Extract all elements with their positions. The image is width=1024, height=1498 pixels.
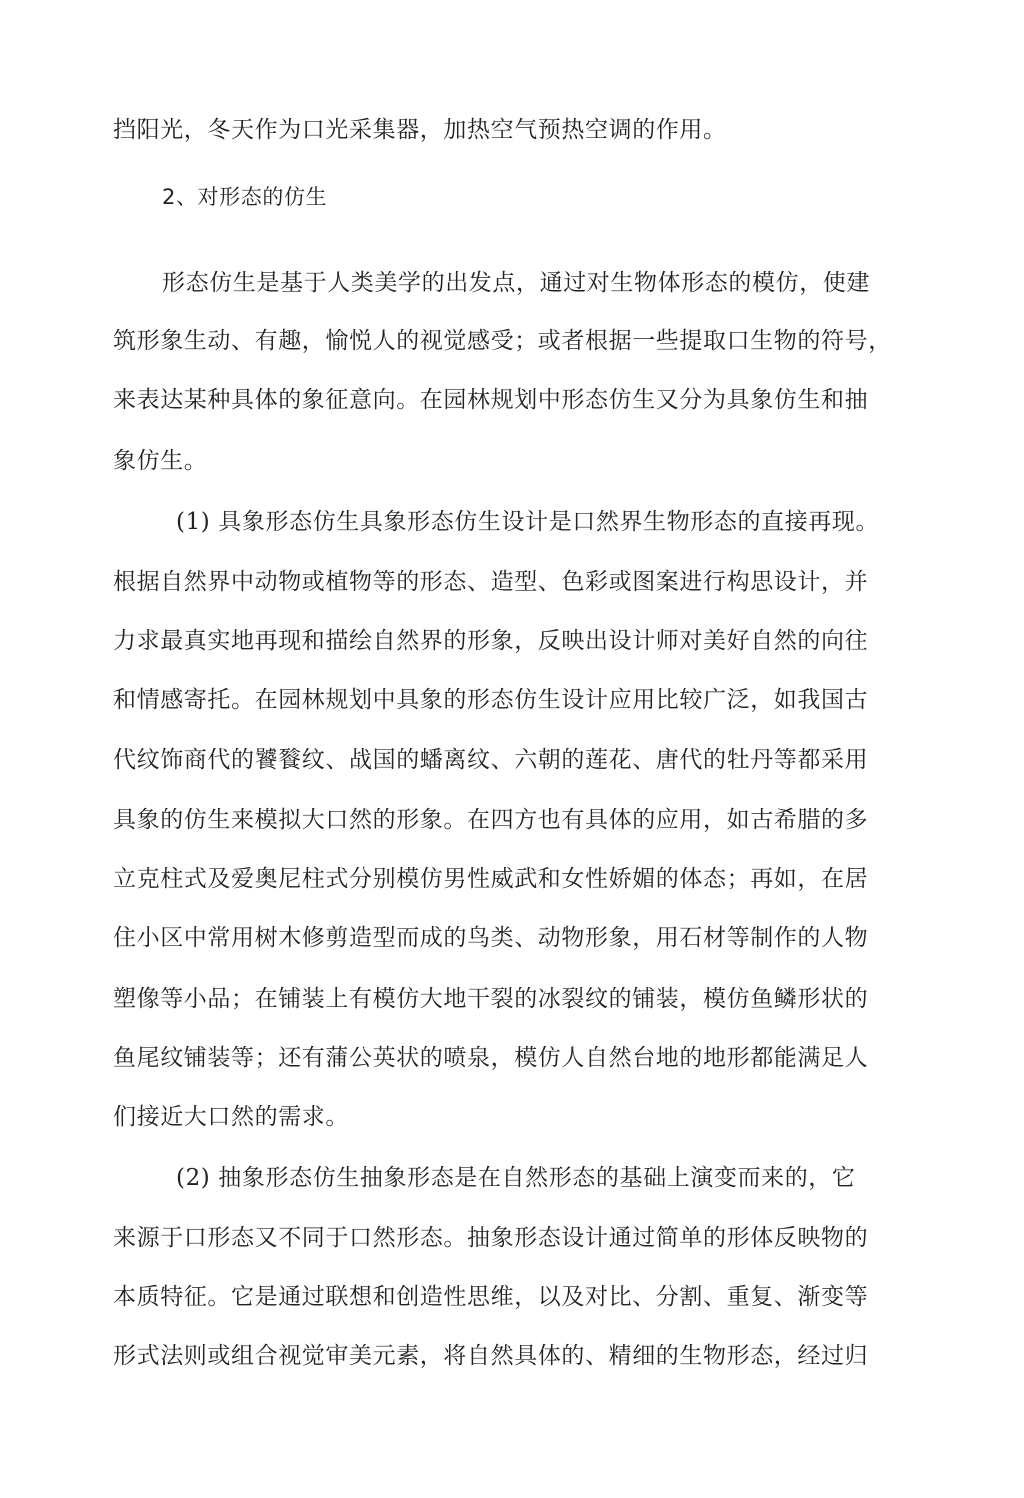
text-line: 来源于口形态又不同于口然形态。抽象形态设计通过简单的形体反映物的 [113,1225,869,1251]
text-line: 本质特征。它是通过联想和创造性思维，以及对比、分割、重复、渐变等 [113,1284,869,1310]
text-line: 形式法则或组合视觉审美元素，将自然具体的、精细的生物形态，经过归 [113,1343,869,1369]
text-line: 筑形象生动、有趣，愉悦人的视觉感受；或者根据一些提取口生物的符号， [113,328,892,354]
text-line: 挡阳光，冬天作为口光采集器，加热空气预热空调的作用。 [113,117,727,143]
paragraph-first-line: 形态仿生是基于人类美学的出发点，通过对生物体形态的模仿，使建 [162,270,870,296]
section-heading: 2、对形态的仿生 [162,185,328,209]
paragraph-first-line: (1) 具象形态仿生具象形态仿生设计是口然界生物形态的直接再现。 [176,509,880,535]
text-line: 来表达某种具体的象征意向。在园林规划中形态仿生又分为具象仿生和抽 [113,387,869,413]
text-line: 代纹饰商代的饕餮纹、战国的蟠离纹、六朝的莲花、唐代的牡丹等都采用 [113,747,869,773]
text-line: 和情感寄托。在园林规划中具象的形态仿生设计应用比较广泛，如我国古 [113,687,869,713]
text-line: 力求最真实地再现和描绘自然界的形象，反映出设计师对美好自然的向往 [113,628,869,654]
text-line: 象仿生。 [113,448,208,474]
text-line: 立克柱式及爱奥尼柱式分别模仿男性威武和女性娇媚的体态；再如，在居 [113,866,869,892]
text-line: 根据自然界中动物或植物等的形态、造型、色彩或图案进行构思设计，并 [113,569,869,595]
text-line: 们接近大口然的需求。 [113,1104,349,1130]
text-line: 塑像等小品；在铺装上有模仿大地干裂的冰裂纹的铺装，模仿鱼鳞形状的 [113,986,869,1012]
text-line: 住小区中常用树木修剪造型而成的鸟类、动物形象，用石材等制作的人物 [113,925,869,951]
text-line: 具象的仿生来模拟大口然的形象。在四方也有具体的应用，如古希腊的多 [113,807,869,833]
text-line: 鱼尾纹铺装等；还有蒲公英状的喷泉，模仿人自然台地的地形都能满足人 [113,1045,869,1071]
paragraph-first-line: (2) 抽象形态仿生抽象形态是在自然形态的基础上演变而来的，它 [176,1165,856,1191]
